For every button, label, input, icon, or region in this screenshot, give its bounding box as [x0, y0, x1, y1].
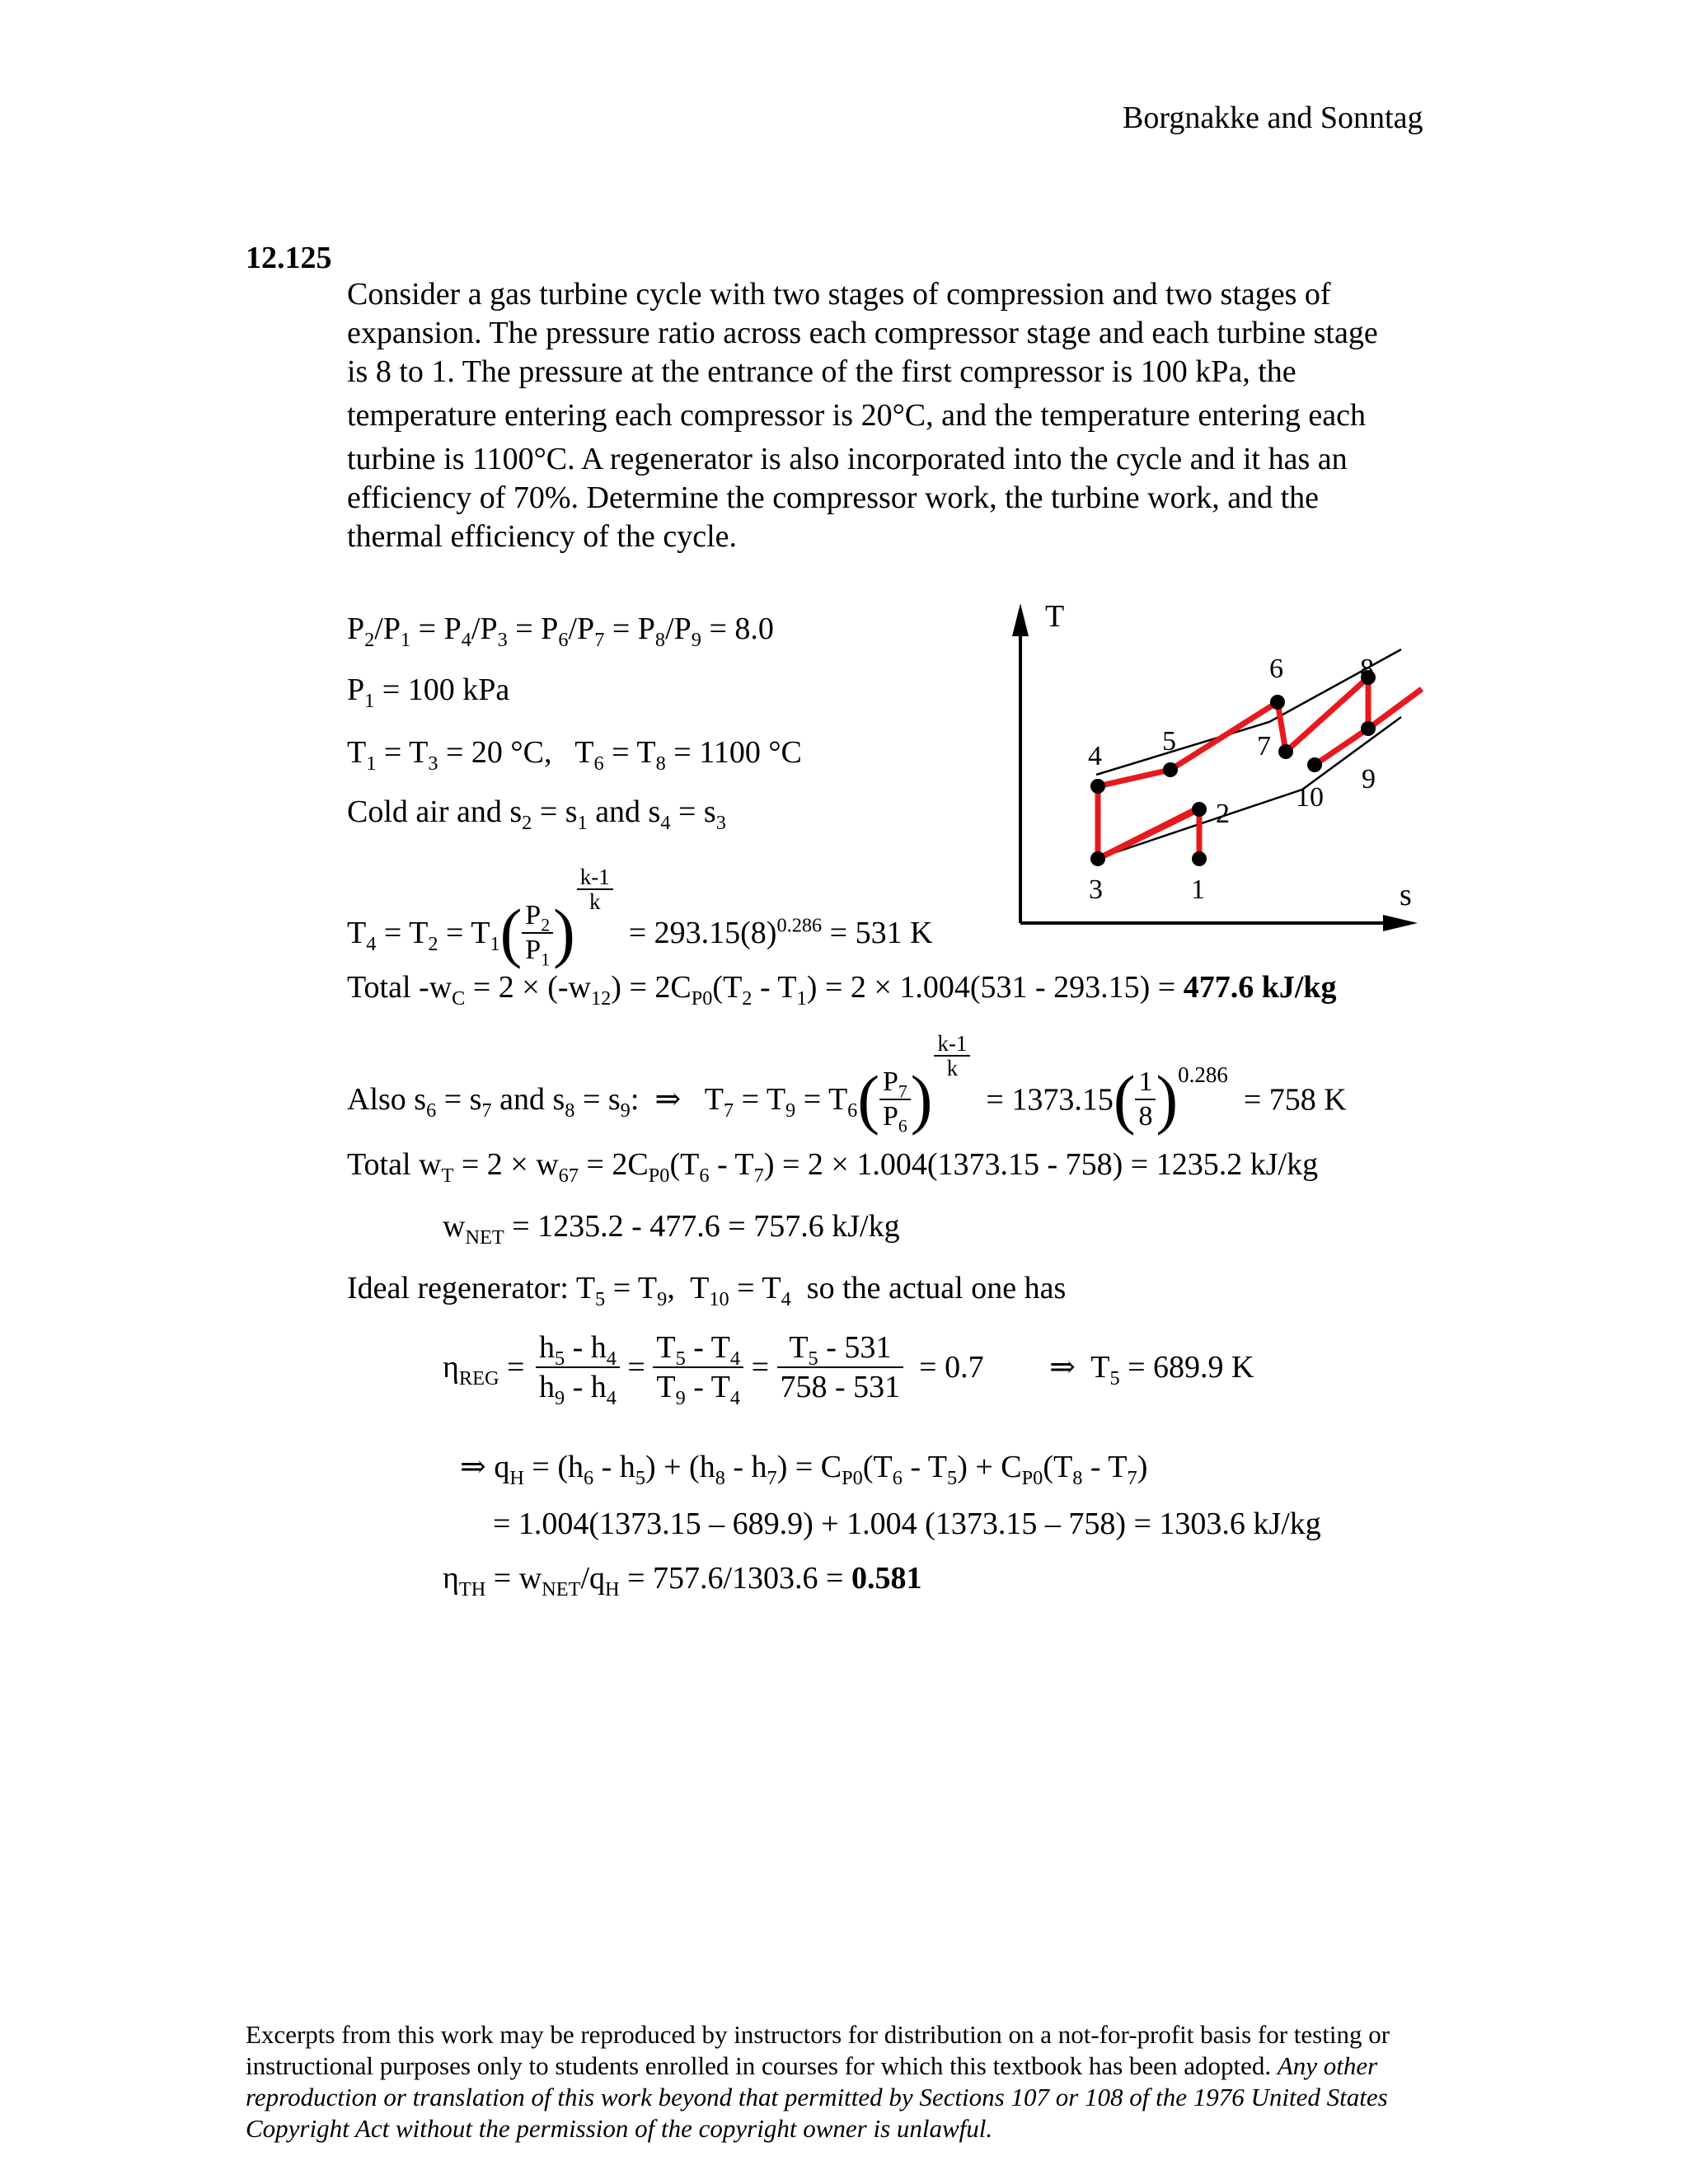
t-axis-label: T: [1045, 602, 1065, 634]
state-label-7: 7: [1257, 731, 1271, 762]
state-point-5: [1163, 762, 1178, 777]
statement-line: thermal efficiency of the cycle.: [347, 519, 737, 554]
t5-result: = 689.9 K: [1128, 1350, 1254, 1385]
statement-line: efficiency of 70%. Determine the compressor work, the turbine work, and the: [347, 480, 1320, 515]
intercooler: [1098, 809, 1199, 859]
statement-line: Consider a gas turbine cycle with two stages of compression and two stages of: [347, 277, 1331, 312]
compressor-work-result: 477.6 kJ/kg: [1183, 970, 1337, 1005]
compressor-exit-temp-equation: $T_4 = T_2 = T_1$( $\frac{P_2}{P_1}$ ) $\frac{k-1}{k}$ = $293.15(8)^{0.286} = 531$ K: [347, 865, 933, 970]
t2-exponent: 0.286: [776, 914, 823, 937]
turbine-work-prefix: Total w: [347, 1147, 442, 1182]
turbine-work-equation: Total $w_T = 2 \times w_{67} = 2C_{P0}(T_6 - T_7) = 2 \times 1.004(1373.15 - 758) = 1235.2$ kJ/kg: [347, 1147, 1319, 1188]
copyright-notice-plain: Excerpts from this work may be reproduced by instructors for distribution on a not-for-profit basis for testing or instructional purposes only to students enrolled in courses for which this textbook has been adopted.: [246, 2020, 1390, 2080]
pressure-ratio-relation: $P_2/P_1 = P_4/P_3 = P_6/P_7 = P_8/P_9 = 8.0$: [347, 612, 774, 652]
state-label-6: 6: [1269, 654, 1283, 684]
net-work-expr: = 1235.2 - 477.6 = 757.6 kJ/kg: [512, 1209, 900, 1244]
t7-value: = 1373.15: [986, 1082, 1114, 1118]
problem-number: 12.125: [246, 241, 332, 275]
ideal-regen-label: Ideal regenerator:: [347, 1271, 569, 1305]
t-s-diagram: [1006, 602, 1434, 948]
actual-label: so the actual one has: [806, 1271, 1067, 1305]
t7-exponent: 0.286: [1178, 1062, 1228, 1087]
t2-tail: = 531 K: [829, 916, 933, 951]
efficiency-result: 0.581: [851, 1561, 922, 1596]
state-label-3: 3: [1089, 874, 1103, 905]
state-point-1: [1192, 851, 1207, 866]
cold-air-label: Cold air and: [347, 794, 502, 829]
heat-addition-equation: ⇒ $q_H = (h_6 - h_5) + (h_8 - h_7) = C_{P0}(T_6 - T_5) + C_{P0}(T_8 - T_7)$: [460, 1450, 1148, 1490]
state-label-1: 1: [1191, 874, 1205, 905]
state-label-2: 2: [1216, 799, 1230, 829]
copyright-notice-italic: Any other reproduction or translation of this work beyond that permitted by Sections 107 or 108 of the 1976 United States Copyright Act without the permission of the copyright owner is unlawful.: [246, 2051, 1388, 2143]
statement-line: temperature entering each compressor is 20°C, and the temperature entering each: [347, 398, 1366, 433]
state-label-5: 5: [1162, 726, 1176, 757]
state-label-9: 9: [1362, 764, 1376, 794]
pressure-ratio-value: = 8.0: [709, 612, 774, 646]
state-point-2: [1192, 802, 1207, 817]
heat-addition-numeric: = 1.004(1373.15 – 689.9) + 1.004 (1373.15 – 758) = 1303.6 kJ/kg: [493, 1507, 1321, 1541]
state-label-4: 4: [1088, 741, 1102, 771]
s-axis-arrowhead: [1383, 915, 1418, 931]
regen-efficiency-value: = 0.7: [919, 1350, 984, 1385]
temperature-givens: $T_1 = T_3 = 20$ °C, $T_6 = T_8 = 1100$ °C: [347, 735, 802, 776]
state-label-8: 8: [1360, 654, 1374, 684]
t-axis-arrowhead: [1012, 603, 1029, 636]
copyright-notice: [246, 2019, 1441, 2144]
state-point-6: [1270, 695, 1285, 710]
thermal-efficiency-equation: $\eta_{TH} = w_{NET}/q_H = 757.6/1303.6 = 0.581$: [443, 1561, 922, 1601]
isobar-high-pressure: [1096, 649, 1401, 775]
state-point-7: [1278, 744, 1293, 759]
efficiency-expr: = 757.6/1303.6 =: [627, 1561, 844, 1596]
compressor-work-prefix: Total -w: [347, 970, 452, 1005]
s-axis-label: s: [1400, 878, 1412, 912]
t2-result: = 293.15(8): [628, 916, 777, 951]
statement-line: is 8 to 1. The pressure at the entrance of the first compressor is 100 kPa, the: [347, 354, 1296, 389]
state-label-10: 10: [1296, 782, 1324, 813]
state-point-9: [1361, 721, 1376, 736]
t7-result: = 758 K: [1243, 1082, 1347, 1118]
isentropic-assumption: Cold air and $s_2 = s_1$ and $s_4 = s_3$: [347, 794, 726, 835]
inlet-pressure: $P_1 = 100$ kPa: [347, 673, 510, 713]
state-point-10: [1307, 757, 1322, 772]
compressor-work-equation: Total $-w_C = 2 \times (-w_{12}) = 2C_{P0}(T_2 - T_1) = 2 \times 1.004(531 - 293.15) = 477.6$ kJ/kg: [347, 970, 1337, 1010]
turbine-work-expr: = 2 × 1.004(1373.15 - 758) = 1235.2 kJ/kg: [781, 1147, 1319, 1182]
regenerator-efficiency-equation: $\eta_{REG}$ = $\frac{h_5 - h_4}{h_9 - h_4}$ = $\frac{T_5 - T_4}{T_9 - T_4}$ = $\frac{T_5 - 531}{758 - 531}$ = 0.7 ⇒ $T_5 = 689.9$ K: [443, 1330, 1254, 1410]
ideal-regenerator-statement: Ideal regenerator: $T_5 = T_9$, $T_{10} = T_4$ so the actual one has: [347, 1271, 1067, 1311]
turbine-inlet-temp: = 1100 °C: [673, 735, 802, 770]
turbine-exit-temp-equation: Also $s_6 = s_7$ and $s_8 = s_9$: ⇒ $T_7 = T_9 = T_6$( $\frac{P_7}{P_6}$ ) $\frac{k-1}{k}$ = 1373.15( $\frac{1}{8}$ )$^{0.286}$ = 758 K: [347, 1031, 1347, 1137]
state-point-4: [1090, 779, 1105, 794]
compressor-inlet-temp: = 20 °C,: [446, 735, 552, 770]
compressor-work-expr: = 2 × 1.004(531 - 293.15) =: [824, 970, 1176, 1005]
problem-statement: [347, 275, 1451, 556]
state-point-3: [1090, 851, 1105, 866]
inlet-pressure-value: = 100 kPa: [382, 673, 510, 707]
also-label: Also: [347, 1082, 406, 1118]
net-work-equation: $w_{NET} = 1235.2 - 477.6 = 757.6$ kJ/kg: [443, 1209, 900, 1249]
statement-line: turbine is 1100°C. A regenerator is also incorporated into the cycle and it has an: [347, 442, 1348, 476]
running-header: Borgnakke and Sonntag: [1123, 101, 1423, 135]
statement-line: expansion. The pressure ratio across each compressor stage and each turbine stage: [347, 316, 1378, 350]
